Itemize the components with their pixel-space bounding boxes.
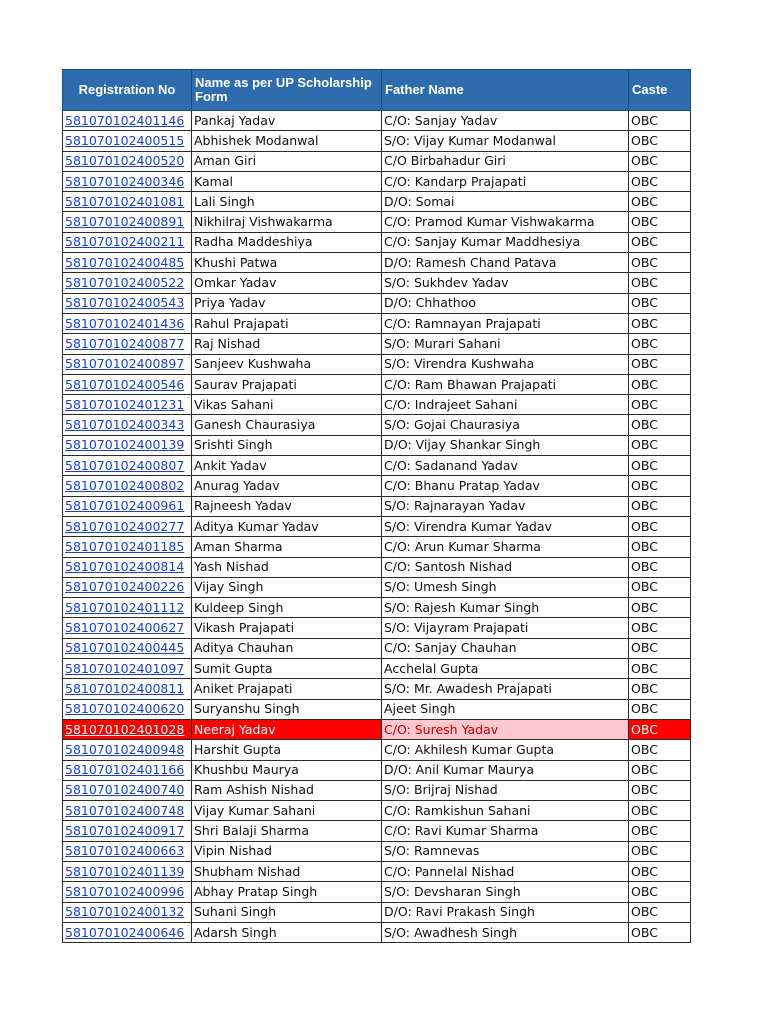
caste-cell: OBC	[629, 516, 691, 536]
student-name-cell: Radha Maddeshiya	[192, 232, 382, 252]
registration-link[interactable]: 581070102400802	[63, 476, 192, 496]
table-row	[63, 415, 691, 435]
header-father-name: Father Name	[382, 70, 629, 111]
registration-link[interactable]: 581070102400748	[63, 801, 192, 821]
student-name-cell: Ankit Yadav	[192, 456, 382, 476]
registration-link[interactable]: 581070102401028	[63, 719, 192, 739]
caste-cell: OBC	[629, 719, 691, 739]
registration-link[interactable]: 581070102400139	[63, 435, 192, 455]
table-row	[63, 192, 691, 212]
father-name-cell: C/O: Pramod Kumar Vishwakarma	[382, 212, 629, 232]
father-name-cell: C/O: Bhanu Pratap Yadav	[382, 476, 629, 496]
registration-link[interactable]: 581070102400515	[63, 131, 192, 151]
student-name-cell: Pankaj Yadav	[192, 111, 382, 131]
registration-link[interactable]: 581070102400343	[63, 415, 192, 435]
caste-cell: OBC	[629, 699, 691, 719]
student-name-cell: Abhay Pratap Singh	[192, 882, 382, 902]
table-row	[63, 131, 691, 151]
father-name-cell: D/O: Vijay Shankar Singh	[382, 435, 629, 455]
father-name-cell: C/O: Indrajeet Sahani	[382, 395, 629, 415]
table-row	[63, 821, 691, 841]
father-name-cell: C/O: Ramkishun Sahani	[382, 801, 629, 821]
registration-link[interactable]: 581070102400543	[63, 293, 192, 313]
table-row	[63, 232, 691, 252]
table-row	[63, 638, 691, 658]
registration-link[interactable]: 581070102400996	[63, 882, 192, 902]
table-row	[63, 456, 691, 476]
father-name-cell: D/O: Somai	[382, 192, 629, 212]
registration-link[interactable]: 581070102400522	[63, 273, 192, 293]
caste-cell: OBC	[629, 557, 691, 577]
table-row	[63, 902, 691, 922]
caste-cell: OBC	[629, 821, 691, 841]
caste-cell: OBC	[629, 151, 691, 171]
student-name-cell: Suryanshu Singh	[192, 699, 382, 719]
student-name-cell: Neeraj Yadav	[192, 719, 382, 739]
table-row	[63, 760, 691, 780]
father-name-cell: C/O: Akhilesh Kumar Gupta	[382, 740, 629, 760]
registration-link[interactable]: 581070102400877	[63, 334, 192, 354]
caste-cell: OBC	[629, 395, 691, 415]
father-name-cell: S/O: Awadhesh Singh	[382, 922, 629, 942]
father-name-cell: Ajeet Singh	[382, 699, 629, 719]
caste-cell: OBC	[629, 679, 691, 699]
father-name-cell: C/O: Arun Kumar Sharma	[382, 537, 629, 557]
table-row	[63, 598, 691, 618]
registration-link[interactable]: 581070102400277	[63, 516, 192, 536]
registration-link[interactable]: 581070102400646	[63, 922, 192, 942]
father-name-cell: C/O: Sanjay Kumar Maddhesiya	[382, 232, 629, 252]
father-name-cell: C/O: Ram Bhawan Prajapati	[382, 374, 629, 394]
father-name-cell: C/O: Santosh Nishad	[382, 557, 629, 577]
caste-cell: OBC	[629, 415, 691, 435]
caste-cell: OBC	[629, 273, 691, 293]
table-row	[63, 557, 691, 577]
father-name-cell: C/O Birbahadur Giri	[382, 151, 629, 171]
registration-link[interactable]: 581070102400961	[63, 496, 192, 516]
caste-cell: OBC	[629, 354, 691, 374]
table-row	[63, 293, 691, 313]
caste-cell: OBC	[629, 232, 691, 252]
father-name-cell: S/O: Ramnevas	[382, 841, 629, 861]
student-name-cell: Aditya Chauhan	[192, 638, 382, 658]
caste-cell: OBC	[629, 435, 691, 455]
table-row	[63, 111, 691, 131]
father-name-cell: C/O: Kandarp Prajapati	[382, 171, 629, 191]
table-row	[63, 618, 691, 638]
student-name-cell: Lali Singh	[192, 192, 382, 212]
caste-cell: OBC	[629, 496, 691, 516]
registration-link[interactable]: 581070102400891	[63, 212, 192, 232]
father-name-cell: S/O: Brijraj Nishad	[382, 780, 629, 800]
student-name-cell: Omkar Yadav	[192, 273, 382, 293]
student-name-cell: Vipin Nishad	[192, 841, 382, 861]
father-name-cell: D/O: Anil Kumar Maurya	[382, 760, 629, 780]
caste-cell: OBC	[629, 293, 691, 313]
table-row	[63, 151, 691, 171]
registration-link[interactable]: 581070102400520	[63, 151, 192, 171]
table-row	[63, 577, 691, 597]
table-row	[63, 537, 691, 557]
table-row	[63, 212, 691, 232]
registration-link[interactable]: 581070102400740	[63, 780, 192, 800]
caste-cell: OBC	[629, 598, 691, 618]
caste-cell: OBC	[629, 111, 691, 131]
student-name-cell: Kuldeep Singh	[192, 598, 382, 618]
caste-cell: OBC	[629, 456, 691, 476]
caste-cell: OBC	[629, 902, 691, 922]
student-name-cell: Rahul Prajapati	[192, 313, 382, 333]
student-name-cell: Vikas Sahani	[192, 395, 382, 415]
student-name-cell: Vikash Prajapati	[192, 618, 382, 638]
table-row	[63, 374, 691, 394]
registration-link[interactable]: 581070102401436	[63, 313, 192, 333]
student-name-cell: Sanjeev Kushwaha	[192, 354, 382, 374]
table-row	[63, 253, 691, 273]
registration-link[interactable]: 581070102400948	[63, 740, 192, 760]
father-name-cell: S/O: Devsharan Singh	[382, 882, 629, 902]
header-row	[63, 70, 691, 111]
father-name-cell: S/O: Umesh Singh	[382, 577, 629, 597]
registration-link[interactable]: 581070102400663	[63, 841, 192, 861]
caste-cell: OBC	[629, 801, 691, 821]
table-row	[63, 516, 691, 536]
registration-link[interactable]: 581070102400226	[63, 577, 192, 597]
student-name-cell: Nikhilraj Vishwakarma	[192, 212, 382, 232]
registration-link[interactable]: 581070102400346	[63, 171, 192, 191]
student-name-cell: Priya Yadav	[192, 293, 382, 313]
father-name-cell: S/O: Virendra Kumar Yadav	[382, 516, 629, 536]
registration-link[interactable]: 581070102401146	[63, 111, 192, 131]
registration-link[interactable]: 581070102401166	[63, 760, 192, 780]
registration-link[interactable]: 581070102400811	[63, 679, 192, 699]
caste-cell: OBC	[629, 760, 691, 780]
father-name-cell: C/O: Sadanand Yadav	[382, 456, 629, 476]
caste-cell: OBC	[629, 171, 691, 191]
student-name-cell: Anurag Yadav	[192, 476, 382, 496]
table-row	[63, 699, 691, 719]
registration-link[interactable]: 581070102400814	[63, 557, 192, 577]
student-name-cell: Shubham Nishad	[192, 861, 382, 881]
father-name-cell: S/O: Rajnarayan Yadav	[382, 496, 629, 516]
registration-link[interactable]: 581070102401112	[63, 598, 192, 618]
table-row	[63, 334, 691, 354]
father-name-cell: S/O: Virendra Kushwaha	[382, 354, 629, 374]
caste-cell: OBC	[629, 476, 691, 496]
father-name-cell: C/O: Sanjay Yadav	[382, 111, 629, 131]
father-name-cell: D/O: Ramesh Chand Patava	[382, 253, 629, 273]
father-name-cell: S/O: Mr. Awadesh Prajapati	[382, 679, 629, 699]
registration-link[interactable]: 581070102400546	[63, 374, 192, 394]
student-name-cell: Aniket Prajapati	[192, 679, 382, 699]
father-name-cell: D/O: Ravi Prakash Singh	[382, 902, 629, 922]
registration-link[interactable]: 581070102400211	[63, 232, 192, 252]
table-row	[63, 882, 691, 902]
student-name-cell: Kamal	[192, 171, 382, 191]
table-body	[63, 111, 691, 943]
table-row	[63, 273, 691, 293]
caste-cell: OBC	[629, 374, 691, 394]
student-name-cell: Vijay Singh	[192, 577, 382, 597]
table-row	[63, 740, 691, 760]
father-name-cell: Acchelal Gupta	[382, 659, 629, 679]
registration-link[interactable]: 581070102400807	[63, 456, 192, 476]
caste-cell: OBC	[629, 618, 691, 638]
table-row	[63, 861, 691, 881]
registration-link[interactable]: 581070102401081	[63, 192, 192, 212]
registration-link[interactable]: 581070102400132	[63, 902, 192, 922]
father-name-cell: S/O: Rajesh Kumar Singh	[382, 598, 629, 618]
student-name-cell: Harshit Gupta	[192, 740, 382, 760]
table-row	[63, 922, 691, 942]
caste-cell: OBC	[629, 861, 691, 881]
scholarship-table	[62, 69, 691, 943]
student-name-cell: Rajneesh Yadav	[192, 496, 382, 516]
table-row	[63, 476, 691, 496]
caste-cell: OBC	[629, 882, 691, 902]
table-row	[63, 395, 691, 415]
caste-cell: OBC	[629, 334, 691, 354]
student-name-cell: Srishti Singh	[192, 435, 382, 455]
table-row	[63, 780, 691, 800]
student-name-cell: Abhishek Modanwal	[192, 131, 382, 151]
father-name-cell: S/O: Vijayram Prajapati	[382, 618, 629, 638]
father-name-cell: S/O: Murari Sahani	[382, 334, 629, 354]
caste-cell: OBC	[629, 740, 691, 760]
caste-cell: OBC	[629, 577, 691, 597]
caste-cell: OBC	[629, 131, 691, 151]
caste-cell: OBC	[629, 780, 691, 800]
father-name-cell: S/O: Vijay Kumar Modanwal	[382, 131, 629, 151]
caste-cell: OBC	[629, 841, 691, 861]
student-name-cell: Khushbu Maurya	[192, 760, 382, 780]
father-name-cell: C/O: Ravi Kumar Sharma	[382, 821, 629, 841]
student-name-cell: Shri Balaji Sharma	[192, 821, 382, 841]
table-row	[63, 435, 691, 455]
registration-link[interactable]: 581070102400445	[63, 638, 192, 658]
header-caste: Caste	[629, 70, 691, 111]
registration-link[interactable]: 581070102401097	[63, 659, 192, 679]
father-name-cell: C/O: Suresh Yadav	[382, 719, 629, 739]
header-name: Name as per UP Scholarship Form	[192, 70, 382, 111]
father-name-cell: C/O: Sanjay Chauhan	[382, 638, 629, 658]
student-name-cell: Khushi Patwa	[192, 253, 382, 273]
caste-cell: OBC	[629, 192, 691, 212]
student-name-cell: Vijay Kumar Sahani	[192, 801, 382, 821]
registration-link[interactable]: 581070102400485	[63, 253, 192, 273]
student-name-cell: Raj Nishad	[192, 334, 382, 354]
father-name-cell: S/O: Sukhdev Yadav	[382, 273, 629, 293]
table-row	[63, 354, 691, 374]
registration-link[interactable]: 581070102401139	[63, 861, 192, 881]
table-row	[63, 496, 691, 516]
student-name-cell: Ram Ashish Nishad	[192, 780, 382, 800]
caste-cell: OBC	[629, 253, 691, 273]
registration-link[interactable]: 581070102401231	[63, 395, 192, 415]
father-name-cell: C/O: Pannelal Nishad	[382, 861, 629, 881]
caste-cell: OBC	[629, 537, 691, 557]
table-row	[63, 659, 691, 679]
caste-cell: OBC	[629, 922, 691, 942]
student-name-cell: Aditya Kumar Yadav	[192, 516, 382, 536]
registration-link[interactable]: 581070102400627	[63, 618, 192, 638]
registration-link[interactable]: 581070102400897	[63, 354, 192, 374]
table-row	[63, 313, 691, 333]
caste-cell: OBC	[629, 659, 691, 679]
father-name-cell: D/O: Chhathoo	[382, 293, 629, 313]
student-name-cell: Yash Nishad	[192, 557, 382, 577]
table-row	[63, 801, 691, 821]
caste-cell: OBC	[629, 313, 691, 333]
student-name-cell: Saurav Prajapati	[192, 374, 382, 394]
table-row	[63, 171, 691, 191]
registration-link[interactable]: 581070102400620	[63, 699, 192, 719]
registration-link[interactable]: 581070102400917	[63, 821, 192, 841]
student-name-cell: Aman Giri	[192, 151, 382, 171]
caste-cell: OBC	[629, 638, 691, 658]
table-row	[63, 841, 691, 861]
table-row	[63, 719, 691, 739]
registration-link[interactable]: 581070102401185	[63, 537, 192, 557]
student-name-cell: Suhani Singh	[192, 902, 382, 922]
student-name-cell: Sumit Gupta	[192, 659, 382, 679]
student-name-cell: Ganesh Chaurasiya	[192, 415, 382, 435]
header-registration-no: Registration No	[63, 70, 192, 111]
father-name-cell: C/O: Ramnayan Prajapati	[382, 313, 629, 333]
father-name-cell: S/O: Gojai Chaurasiya	[382, 415, 629, 435]
student-name-cell: Aman Sharma	[192, 537, 382, 557]
table-row	[63, 679, 691, 699]
caste-cell: OBC	[629, 212, 691, 232]
student-name-cell: Adarsh Singh	[192, 922, 382, 942]
